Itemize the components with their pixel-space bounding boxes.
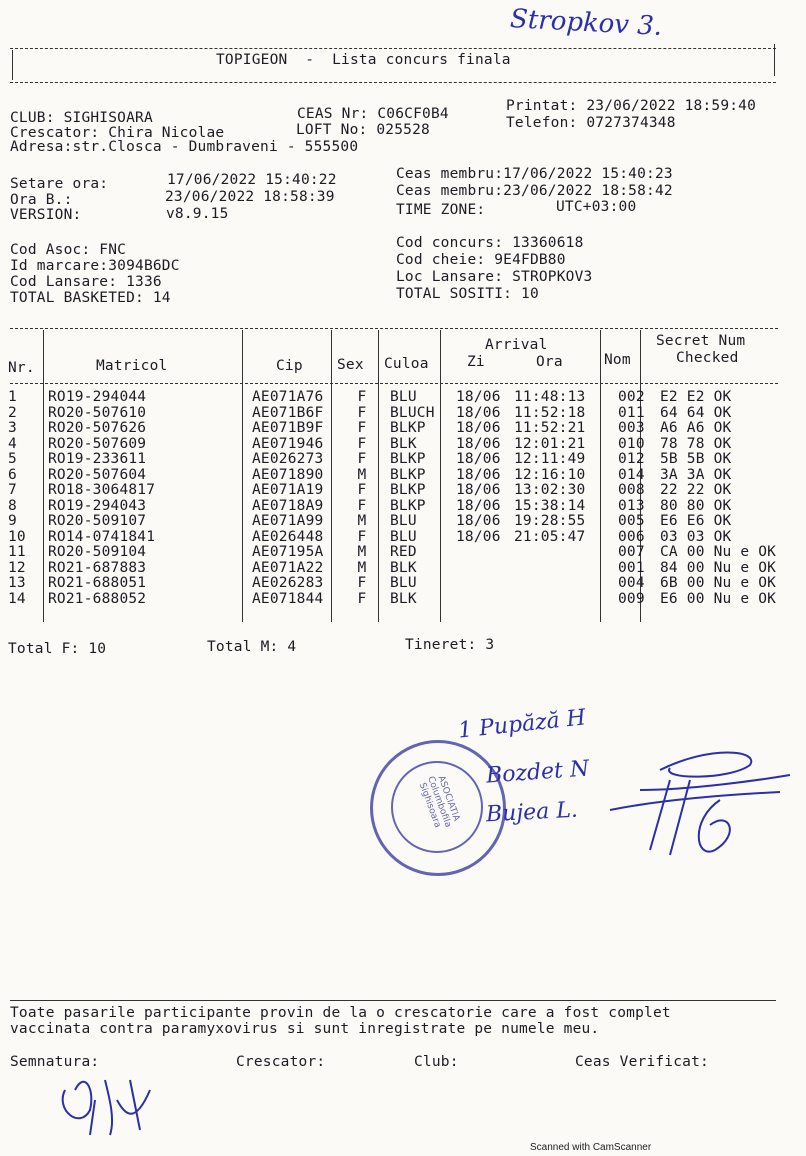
cell-secret: 22 22 OK bbox=[660, 482, 732, 498]
ceas-membru-1: Ceas membru:17/06/2022 15:40:23 bbox=[396, 166, 673, 182]
table-row bbox=[8, 437, 800, 453]
cell-secret: A6 A6 OK bbox=[660, 420, 732, 436]
cell-nom: 004 bbox=[618, 575, 645, 591]
cell-nom: 010 bbox=[618, 435, 645, 452]
table-row bbox=[8, 561, 800, 577]
cell-nom: 012 bbox=[618, 451, 645, 467]
header-right-border bbox=[774, 44, 775, 76]
cell-matricol: RO21-687883 bbox=[48, 559, 147, 576]
ora-b-value: 23/06/2022 18:58:39 bbox=[165, 189, 335, 205]
stamp-text: ASOCIATIA Columbofila Sighisoara bbox=[416, 774, 462, 830]
cell-matricol: RO19-233611 bbox=[48, 451, 147, 467]
cell-ora: 21:05:47 bbox=[514, 528, 586, 545]
cell-sex: F bbox=[357, 451, 367, 467]
cell-secret: CA 00 Nu e OK bbox=[660, 544, 777, 560]
cell-matricol: RO20-507626 bbox=[48, 420, 147, 436]
table-row bbox=[8, 499, 800, 515]
header-cip: Cip bbox=[276, 358, 303, 374]
cell-culoa: BLU bbox=[390, 513, 417, 529]
cell-culoa: BLKP bbox=[390, 497, 426, 514]
cell-secret: 5B 5B OK bbox=[660, 451, 732, 467]
cod-cheie: Cod cheie: 9E4FDB80 bbox=[396, 252, 566, 268]
handwritten-note-2: Bozdet N bbox=[485, 756, 590, 789]
cell-ora: 12:01:21 bbox=[514, 435, 586, 452]
cell-nr: 9 bbox=[8, 513, 17, 529]
footer-statement-line1: Toate pasarile participante provin de la o crescatorie care a fost complet bbox=[10, 1005, 671, 1021]
cell-nom: 013 bbox=[618, 497, 645, 514]
cell-nom: 005 bbox=[618, 513, 645, 529]
ceas-membru-2: Ceas membru:23/06/2022 18:58:42 bbox=[396, 183, 673, 199]
signature-bottom-left bbox=[55, 1060, 165, 1140]
time-zone-value: UTC+03:00 bbox=[556, 199, 637, 215]
cell-culoa: BLUCH bbox=[390, 404, 435, 421]
cell-zi: 18/06 bbox=[456, 435, 501, 452]
ceas-verificat-label: Ceas Verificat: bbox=[575, 1054, 709, 1070]
handwritten-note-3: Bujea L. bbox=[485, 797, 579, 828]
cell-zi bbox=[452, 592, 512, 608]
version-label: VERSION: bbox=[10, 207, 82, 223]
cell-cip: AE071946 bbox=[252, 435, 324, 452]
table-row bbox=[8, 406, 800, 422]
cell-sex: F bbox=[357, 420, 367, 436]
cell-culoa: BLU bbox=[390, 575, 417, 591]
cell-ora: 11:52:18 bbox=[514, 404, 586, 421]
cell-secret: 78 78 OK bbox=[660, 435, 732, 452]
club-label: CLUB: SIGHISOARA bbox=[10, 110, 153, 126]
cell-matricol: RO18-3064817 bbox=[48, 482, 156, 498]
cell-matricol: RO20-507609 bbox=[48, 435, 147, 452]
cell-nr: 14 bbox=[8, 590, 26, 607]
header-secret-num: Secret Num bbox=[656, 333, 746, 349]
cell-ora: 12:16:10 bbox=[514, 466, 586, 483]
cell-ora: 12:11:49 bbox=[514, 451, 586, 467]
cell-secret: 80 80 OK bbox=[660, 497, 732, 514]
cell-zi bbox=[452, 576, 512, 592]
header-matricol: Matricol bbox=[96, 358, 168, 374]
header-bottom-border bbox=[10, 82, 776, 83]
loft-no: LOFT No: 025528 bbox=[296, 122, 430, 138]
cell-nr: 7 bbox=[8, 482, 17, 498]
cell-cip: AE071B9F bbox=[252, 420, 324, 436]
cell-zi bbox=[452, 561, 512, 577]
cell-cip: AE026273 bbox=[252, 451, 324, 467]
cell-sex: F bbox=[357, 389, 367, 405]
birds-table bbox=[8, 390, 800, 607]
header-zi: Zi bbox=[467, 354, 485, 370]
cell-sex: F bbox=[357, 482, 367, 498]
handwritten-title: Stropkov 3. bbox=[509, 4, 663, 42]
crescator-label: Crescator: bbox=[236, 1054, 326, 1070]
setare-ora-label: Setare ora: bbox=[10, 176, 109, 192]
cell-zi: 18/06 bbox=[456, 497, 501, 514]
cell-ora: 19:28:55 bbox=[514, 513, 586, 529]
cell-culoa: BLU bbox=[390, 389, 417, 405]
cell-matricol: RO19-294044 bbox=[48, 389, 147, 405]
cell-secret: 6B 00 Nu e OK bbox=[660, 575, 777, 591]
cell-cip: AE071A99 bbox=[252, 513, 324, 529]
cell-nr: 3 bbox=[8, 420, 17, 436]
cell-culoa: BLU bbox=[390, 528, 417, 545]
telefon: Telefon: 0727374348 bbox=[506, 115, 676, 131]
cell-ora: 11:52:21 bbox=[514, 420, 586, 436]
table-top-border bbox=[10, 328, 778, 329]
cell-cip: AE071B6F bbox=[252, 404, 324, 421]
cell-cip: AE026283 bbox=[252, 575, 324, 591]
cell-nom: 001 bbox=[618, 559, 645, 576]
id-marcare: Id marcare:3094B6DC bbox=[10, 258, 180, 274]
cell-culoa: BLK bbox=[390, 590, 417, 607]
cell-secret: E6 E6 OK bbox=[660, 513, 732, 529]
header-left-border bbox=[12, 50, 13, 80]
adresa: Adresa:str.Closca - Dumbraveni - 555500 bbox=[10, 139, 359, 155]
birds-table-body bbox=[8, 390, 800, 607]
footer-statement-line2: vaccinata contra paramyxovirus si sunt inregistrate pe numele meu. bbox=[10, 1021, 600, 1037]
cell-sex: M bbox=[357, 513, 367, 529]
cell-nr: 6 bbox=[8, 466, 17, 483]
cell-sex: F bbox=[357, 404, 367, 421]
cell-secret: 3A 3A OK bbox=[660, 466, 732, 483]
cell-nr: 8 bbox=[8, 497, 17, 514]
table-row bbox=[8, 452, 800, 468]
cell-zi: 18/06 bbox=[456, 389, 501, 405]
cell-cip: AE07195A bbox=[252, 544, 324, 560]
header-culoa: Culoa bbox=[384, 356, 429, 372]
ceas-nr: CEAS Nr: C06CF0B4 bbox=[297, 106, 449, 122]
cell-matricol: RO19-294043 bbox=[48, 497, 147, 514]
cell-zi: 18/06 bbox=[456, 513, 501, 529]
cell-nr: 1 bbox=[8, 389, 17, 405]
header-nom: Nom bbox=[604, 352, 631, 368]
cell-ora: 11:48:13 bbox=[514, 389, 586, 405]
handwritten-note-1: 1 Pupăză H bbox=[457, 705, 588, 744]
cell-sex: F bbox=[357, 435, 367, 452]
total-basketed: TOTAL BASKETED: 14 bbox=[10, 290, 171, 306]
table-row bbox=[8, 530, 800, 546]
cell-zi: 18/06 bbox=[456, 404, 501, 421]
cell-culoa: RED bbox=[390, 544, 417, 560]
cell-nr: 12 bbox=[8, 559, 26, 576]
header-nr: Nr. bbox=[8, 360, 35, 376]
crescator-name: Crescator: Chira Nicolae bbox=[10, 125, 225, 141]
cell-ora: 13:02:30 bbox=[514, 482, 586, 498]
cell-sex: F bbox=[357, 590, 367, 607]
signature-right bbox=[600, 740, 800, 870]
cell-nom: 008 bbox=[618, 482, 645, 498]
cell-culoa: BLK bbox=[390, 559, 417, 576]
cell-matricol: RO20-509104 bbox=[48, 544, 147, 560]
cell-sex: F bbox=[357, 575, 367, 591]
version-value: v8.9.15 bbox=[166, 206, 229, 222]
loc-lansare: Loc Lansare: STROPKOV3 bbox=[396, 269, 593, 285]
cell-secret: 64 64 OK bbox=[660, 404, 732, 421]
header-checked: Checked bbox=[676, 350, 739, 366]
cell-zi: 18/06 bbox=[456, 451, 501, 467]
cell-sex: M bbox=[357, 559, 367, 576]
cell-nom: 006 bbox=[618, 528, 645, 545]
cell-cip: AE071A76 bbox=[252, 389, 324, 405]
time-zone-label: TIME ZONE: bbox=[396, 202, 486, 218]
table-row bbox=[8, 576, 800, 592]
cell-cip: AE071890 bbox=[252, 466, 324, 483]
cell-ora bbox=[512, 592, 614, 608]
cell-matricol: RO20-507604 bbox=[48, 466, 147, 483]
page-title: TOPIGEON - Lista concurs finala bbox=[216, 52, 511, 68]
ora-b-label: Ora B.: bbox=[10, 192, 73, 208]
cod-lansare: Cod Lansare: 1336 bbox=[10, 274, 162, 290]
header-arrival: Arrival bbox=[485, 337, 548, 353]
total-sositi: TOTAL SOSITI: 10 bbox=[396, 286, 539, 302]
printat: Printat: 23/06/2022 18:59:40 bbox=[506, 98, 757, 114]
club-footer-label: Club: bbox=[414, 1054, 459, 1070]
cell-ora bbox=[512, 545, 614, 561]
table-row bbox=[8, 390, 800, 406]
cell-culoa: BLKP bbox=[390, 466, 426, 483]
setare-ora-value: 17/06/2022 15:40:22 bbox=[167, 172, 337, 188]
cell-culoa: BLKP bbox=[390, 420, 426, 436]
cell-nr: 2 bbox=[8, 404, 17, 421]
cell-nr: 4 bbox=[8, 435, 17, 452]
cell-zi: 18/06 bbox=[456, 528, 501, 545]
table-row bbox=[8, 545, 800, 561]
cell-zi: 18/06 bbox=[456, 466, 501, 483]
cell-cip: AE026448 bbox=[252, 528, 324, 545]
cell-matricol: RO20-507610 bbox=[48, 404, 147, 421]
cell-zi: 18/06 bbox=[456, 482, 501, 498]
header-sex: Sex bbox=[337, 357, 364, 373]
cell-secret: E6 00 Nu e OK bbox=[660, 590, 777, 607]
cell-nr: 5 bbox=[8, 451, 17, 467]
cell-nom: 009 bbox=[618, 590, 645, 607]
cell-nr: 13 bbox=[8, 575, 26, 591]
table-row bbox=[8, 592, 800, 608]
cell-matricol: RO21-688052 bbox=[48, 590, 147, 607]
table-row bbox=[8, 468, 800, 484]
cell-matricol: RO20-509107 bbox=[48, 513, 147, 529]
cell-nom: 007 bbox=[618, 544, 645, 560]
cell-culoa: BLKP bbox=[390, 482, 426, 498]
cell-zi bbox=[452, 545, 512, 561]
cell-secret: 03 03 OK bbox=[660, 528, 732, 545]
cell-sex: M bbox=[357, 544, 367, 560]
cell-ora: 15:38:14 bbox=[514, 497, 586, 514]
header-top-border bbox=[10, 48, 776, 49]
cell-sex: M bbox=[357, 466, 367, 483]
cell-sex: F bbox=[357, 528, 367, 545]
cell-zi: 18/06 bbox=[456, 420, 501, 436]
table-row bbox=[8, 514, 800, 530]
cod-asoc: Cod Asoc: FNC bbox=[10, 242, 127, 258]
cell-nr: 11 bbox=[8, 544, 26, 560]
total-m: Total M: 4 bbox=[207, 639, 297, 655]
semnatura-label: Semnatura: bbox=[10, 1054, 100, 1070]
cell-secret: E2 E2 OK bbox=[660, 389, 732, 405]
cell-ora bbox=[512, 561, 614, 577]
cell-nom: 003 bbox=[618, 420, 645, 436]
cod-concurs: Cod concurs: 13360618 bbox=[396, 235, 584, 251]
cell-cip: AE0718A9 bbox=[252, 497, 324, 514]
cell-culoa: BLK bbox=[390, 435, 417, 452]
cell-cip: AE071A19 bbox=[252, 482, 324, 498]
cell-matricol: RO14-0741841 bbox=[48, 528, 156, 545]
scanner-watermark: Scanned with CamScanner bbox=[530, 1142, 652, 1153]
cell-culoa: BLKP bbox=[390, 451, 426, 467]
cell-cip: AE071A22 bbox=[252, 559, 324, 576]
cell-nom: 011 bbox=[618, 404, 645, 421]
cell-nom: 002 bbox=[618, 389, 645, 405]
cell-nom: 014 bbox=[618, 466, 645, 483]
table-header-border bbox=[10, 383, 778, 384]
footer-divider bbox=[10, 1000, 776, 1001]
total-f: Total F: 10 bbox=[8, 641, 107, 657]
header-ora: Ora bbox=[536, 354, 563, 370]
cell-secret: 84 00 Nu e OK bbox=[660, 559, 777, 576]
cell-matricol: RO21-688051 bbox=[48, 575, 147, 591]
table-row bbox=[8, 483, 800, 499]
tineret: Tineret: 3 bbox=[405, 637, 495, 653]
cell-sex: F bbox=[357, 497, 367, 514]
table-row bbox=[8, 421, 800, 437]
cell-cip: AE071844 bbox=[252, 590, 324, 607]
cell-nr: 10 bbox=[8, 528, 26, 545]
cell-ora bbox=[512, 576, 614, 592]
